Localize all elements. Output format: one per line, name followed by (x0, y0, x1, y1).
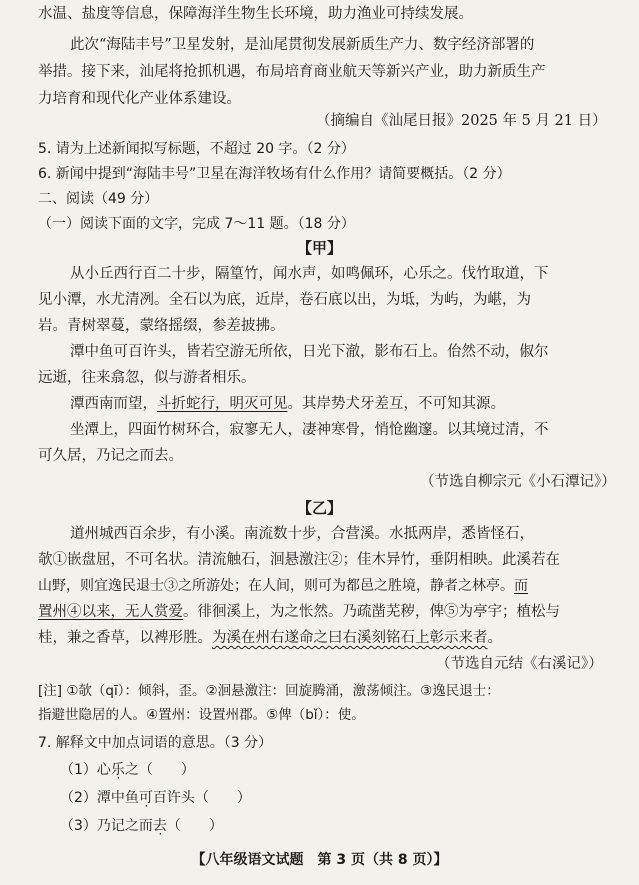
question-7-item-2 (60, 788, 251, 808)
yi-source: （节选自元结《右溪记》） (436, 656, 603, 672)
jia-line-6 (70, 394, 505, 414)
q7-2-dotted-word: 可 (138, 790, 153, 806)
yi-wavy-sentence: 为溪在州右遂命之曰右溪刻铭石上彰示来者 (212, 630, 488, 646)
q7-2-answer-blank[interactable]: 百许头（ ） (152, 790, 251, 806)
yi-line-3-text: 山野，则宜逸民退士③之所游处；在人间，则可为都邑之胜境，静者之林亭。 (38, 578, 514, 594)
q7-3-answer-blank[interactable]: （ ） (166, 818, 223, 834)
yi-line-4-post: 。徘徊溪上，为之怅然。乃疏凿芜秽，俾⑤为亭宇；植松与 (183, 604, 560, 620)
q7-1-answer-blank[interactable]: 之（ ） (124, 762, 195, 778)
jia-p3-post: 。其岸势犬牙差互，不可知其源。 (287, 396, 505, 412)
yi-line-5-end: 。 (487, 630, 502, 646)
yi-line-3 (38, 576, 528, 596)
q7-1-dotted-word: 乐 (110, 762, 125, 778)
q7-2-pre: （2）潭中鱼 (60, 790, 139, 806)
passage-yi-heading: 【乙】 (296, 499, 342, 517)
jia-line-7: 坐潭上，四面竹树环合，寂寥无人，凄神寒骨，悄怆幽邃。以其境过清，不 (70, 422, 549, 438)
section-2-title: 二、阅读（49 分） (38, 191, 159, 207)
jia-underlined-phrase: 斗折蛇行，明灭可见 (157, 396, 288, 412)
yi-line-5 (38, 628, 502, 648)
news-line-2: 此次“海陆丰号”卫星发射，是汕尾贯彻发展新质生产力、数字经济部署的 (70, 37, 535, 53)
part-1-instructions: （一）阅读下面的文字，完成 7～11 题。（18 分） (38, 216, 355, 232)
jia-line-5: 远逝，往来翕忽，似与游者相乐。 (38, 370, 256, 386)
yi-line-4 (38, 602, 560, 622)
yi-line-2: 欹①嵌盘屈，不可名状。清流触石，洄悬激注②；佳木异竹，垂阴相映。此溪若在 (38, 552, 560, 568)
jia-source: （节选自柳宗元《小石潭记》） (420, 474, 616, 490)
question-7-item-3 (60, 816, 223, 836)
q7-1-pre: （1）心 (60, 762, 111, 778)
question-7-item-1 (60, 760, 195, 780)
yi-line-1: 道州城西百余步，有小溪。南流数十步，合营溪。水抵两岸，悉皆怪石， (70, 526, 534, 542)
jia-line-4: 潭中鱼可百许头，皆若空游无所依，日光下澈，影布石上。佁然不动，俶尔 (70, 344, 549, 360)
news-source: （摘编自《汕尾日报》2025 年 5 月 21 日） (316, 113, 607, 129)
news-line-1: 水温、盐度等信息，保障海洋生物生长环境，助力渔业可持续发展。 (38, 6, 473, 22)
news-line-4: 力培育和现代化产业体系建设。 (38, 91, 241, 107)
page-footer: 【八年级语文试题 第 3 页（共 8 页）】 (191, 852, 448, 868)
jia-line-1: 从小丘西行百二十步，隔篁竹，闻水声，如鸣佩环，心乐之。伐竹取道，下 (70, 266, 549, 282)
q7-3-dotted-word: 去 (152, 818, 167, 834)
q7-3-pre: （3）乃记之而 (60, 818, 153, 834)
question-7: 7. 解释文中加点词语的意思。（3 分） (38, 735, 273, 751)
notes-line-1: [注] ①欹（qī）：倾斜，歪。②洄悬激注：回旋腾涌，激荡倾注。③逸民退士： (38, 683, 500, 699)
notes-line-2: 指避世隐居的人。④置州：设置州郡。⑤俾（bǐ）：使。 (38, 707, 365, 723)
question-5: 5. 请为上述新闻拟写标题，不超过 20 字。（2 分） (38, 141, 355, 157)
jia-line-2: 见小潭，水尤清冽。全石以为底，近岸，卷石底以出，为坻，为屿，为嵁，为 (38, 292, 531, 308)
question-6: 6. 新闻中提到“海陆丰号”卫星在海洋牧场有什么作用？请简要概括。（2 分） (38, 166, 511, 182)
passage-jia-heading: 【甲】 (296, 239, 342, 257)
yi-underlined-start: 而 (514, 578, 528, 594)
jia-line-8: 可久居，乃记之而去。 (38, 448, 183, 464)
news-line-3: 举措。接下来，汕尾将抢抓机遇，布局培育商业航天等新兴产业，助力新质生产 (38, 64, 546, 80)
yi-underlined-phrase: 置州④以来，无人赏爱 (38, 604, 183, 620)
yi-line-5-pre: 桂，兼之香草，以裨形胜。 (38, 630, 212, 646)
jia-p3-pre: 潭西南而望， (70, 396, 157, 412)
jia-line-3: 岩。青树翠蔓，蒙络摇缀，参差披拂。 (38, 318, 285, 334)
